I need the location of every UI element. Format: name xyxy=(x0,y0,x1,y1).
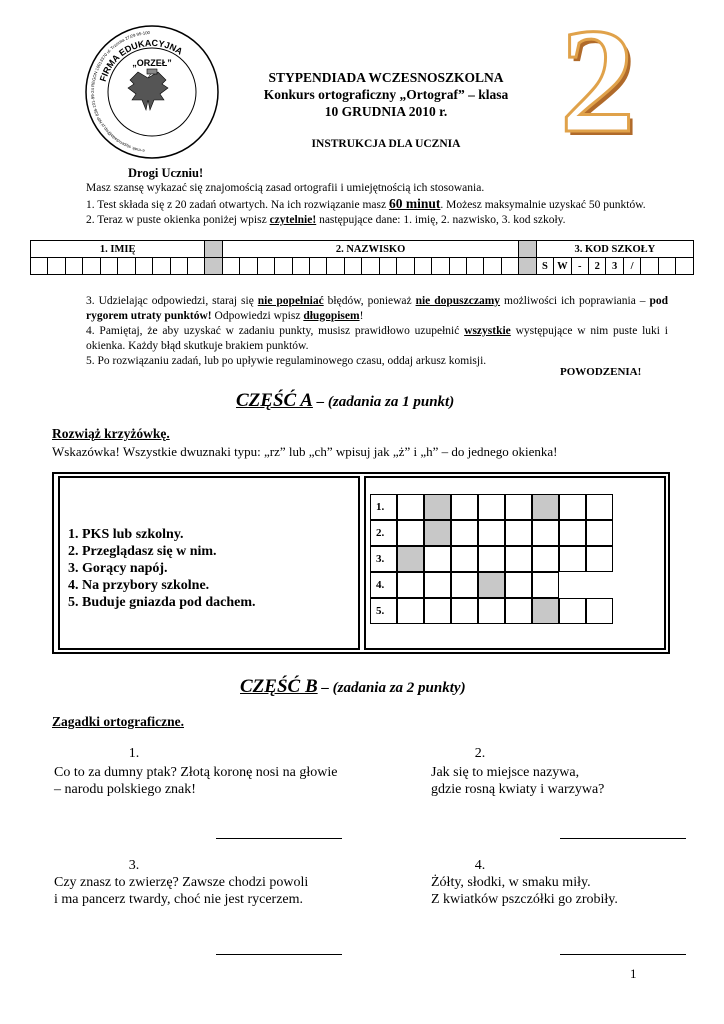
surname-letter-cell[interactable] xyxy=(432,258,449,275)
crossword-row-label: 1. xyxy=(370,494,397,520)
crossword-key-cell[interactable] xyxy=(424,520,451,546)
surname-letter-cell[interactable] xyxy=(484,258,501,275)
name-letter-cell[interactable] xyxy=(170,258,187,275)
crossword-cell[interactable] xyxy=(478,598,505,624)
part-a-title: CZĘŚĆ A – (zadania za 1 punkt) xyxy=(236,390,455,411)
crossword-cell[interactable] xyxy=(478,546,505,572)
surname-letter-cell[interactable] xyxy=(344,258,361,275)
crossword-row-label: 4. xyxy=(370,572,397,598)
intro-section xyxy=(86,166,686,228)
crossword-cell[interactable] xyxy=(559,598,586,624)
crossword-cell[interactable] xyxy=(559,494,586,520)
surname-letter-cell[interactable] xyxy=(501,258,518,275)
crossword-row-label: 5. xyxy=(370,598,397,624)
greeting: Drogi Uczniu! xyxy=(128,166,204,180)
crossword-cell[interactable] xyxy=(532,572,559,598)
surname-letter-cell[interactable] xyxy=(222,258,239,275)
stamp-name: „ORZEŁ” xyxy=(132,58,172,68)
riddle-3: Czy znasz to zwierzę? Zawsze chodzi powoli i ma pancerz twardy, choć nie jest rycerzem. xyxy=(54,875,309,907)
answer-line-2[interactable] xyxy=(560,838,686,839)
crossword-cell[interactable] xyxy=(424,572,451,598)
crossword-cell[interactable] xyxy=(505,546,532,572)
instructions-title: INSTRUKCJA DLA UCZNIA xyxy=(311,138,461,150)
riddle-4-number: 4. xyxy=(474,858,486,873)
crossword-key-cell[interactable] xyxy=(424,494,451,520)
name-letter-cell[interactable] xyxy=(83,258,100,275)
clue-3: 3. Gorący napój. xyxy=(68,561,168,576)
clue-4: 4. Na przybory szkolne. xyxy=(68,578,210,593)
name-header: 1. IMIĘ xyxy=(31,241,205,258)
crossword-key-cell[interactable] xyxy=(532,598,559,624)
surname-header: 2. NAZWISKO xyxy=(222,241,518,258)
intro-p2: 1. Test składa się z 20 zadań otwartych. Na ich rozwiązanie masz 60 minut. Możesz maksymalnie uzyskać 50 punktów. xyxy=(86,196,646,211)
clue-1: 1. PKS lub szkolny. xyxy=(68,527,184,542)
surname-letter-cell[interactable] xyxy=(257,258,274,275)
surname-letter-cell[interactable] xyxy=(362,258,379,275)
student-data-table xyxy=(30,240,694,275)
eagle-icon xyxy=(128,69,168,110)
crossword-cell[interactable] xyxy=(532,546,559,572)
crossword-cell[interactable] xyxy=(451,546,478,572)
stamp-ring-text: e-mail: stypendiada@wp.pl NIP 836-101-99-24 REGON 10013370 ul. Trzcinka 27/29 95-100 xyxy=(89,30,151,154)
riddle-2: Jak się to miejsce nazywa, gdzie rosną kwiaty i warzywa? xyxy=(431,765,605,797)
crossword-cell[interactable] xyxy=(505,494,532,520)
separator-cell xyxy=(205,258,222,275)
crossword-cell[interactable] xyxy=(451,520,478,546)
good-luck: POWODZENIA! xyxy=(560,366,642,378)
surname-letter-cell[interactable] xyxy=(397,258,414,275)
surname-letter-cell[interactable] xyxy=(240,258,257,275)
crossword-key-cell[interactable] xyxy=(478,572,505,598)
page-number: 1 xyxy=(630,966,637,981)
crossword-cell[interactable] xyxy=(451,598,478,624)
riddles-task: Zagadki ortograficzne. xyxy=(52,714,184,729)
riddle-3-number: 3. xyxy=(128,858,140,873)
surname-letter-cell[interactable] xyxy=(414,258,431,275)
crossword-row-label: 2. xyxy=(370,520,397,546)
crossword-cell[interactable] xyxy=(505,598,532,624)
school-code-cell[interactable]: W xyxy=(554,258,571,275)
surname-letter-cell[interactable] xyxy=(327,258,344,275)
surname-letter-cell[interactable] xyxy=(379,258,396,275)
crossword-cell[interactable] xyxy=(451,494,478,520)
company-stamp xyxy=(84,24,220,160)
answer-line-1[interactable] xyxy=(216,838,342,839)
crossword-clues xyxy=(58,476,360,650)
crossword-cell[interactable] xyxy=(478,520,505,546)
crossword-cell[interactable] xyxy=(559,520,586,546)
instruction-4: 4. Pamiętaj, że aby uzyskać w zadaniu punkty, musisz prawidłowo uzupełnić wszystkie występujące w nim puste luki i okienka. Każdy błąd skutkuje brakiem punktów. xyxy=(86,325,668,352)
crossword-cell[interactable] xyxy=(532,520,559,546)
crossword-cell[interactable] xyxy=(397,572,424,598)
intro-p3: 2. Teraz w puste okienka poniżej wpisz czytelnie! następujące dane: 1. imię, 2. nazwisko, 3. kod szkoły. xyxy=(86,214,566,226)
crossword-task: Rozwiąż krzyżówkę. xyxy=(52,426,170,441)
crossword-key-cell[interactable] xyxy=(397,546,424,572)
instruction-5: 5. Po rozwiązaniu zadań, lub po upływie regulaminowego czasu, oddaj arkusz komisji. xyxy=(86,355,487,367)
riddle-1-number: 1. xyxy=(128,746,140,761)
school-code-cell[interactable]: - xyxy=(571,258,588,275)
instructions-section xyxy=(86,294,668,369)
crossword-cell[interactable] xyxy=(478,494,505,520)
answer-line-3[interactable] xyxy=(216,954,342,955)
crossword-cell[interactable] xyxy=(586,494,613,520)
name-letter-cell[interactable] xyxy=(153,258,170,275)
crossword-cell[interactable] xyxy=(451,572,478,598)
riddle-2-number: 2. xyxy=(474,746,486,761)
name-letter-cell[interactable] xyxy=(187,258,204,275)
intro-p1: Masz szansę wykazać się znajomością zasad ortografii i umiejętnością ich stosowania. xyxy=(86,182,485,194)
crossword-cell[interactable] xyxy=(397,520,424,546)
crossword-cell[interactable] xyxy=(586,546,613,572)
school-code-cell[interactable]: / xyxy=(623,258,640,275)
name-letter-cell[interactable] xyxy=(118,258,135,275)
school-code-cell[interactable]: 2 xyxy=(589,258,606,275)
contest-subtitle: Konkurs ortograficzny „Ortograf” – klasa xyxy=(263,87,509,102)
crossword-cell[interactable] xyxy=(397,494,424,520)
clue-5: 5. Buduje gniazda pod dachem. xyxy=(68,595,256,610)
name-letter-cell[interactable] xyxy=(135,258,152,275)
riddle-1: Co to za dumny ptak? Złotą koronę nosi na głowie – narodu polskiego znak! xyxy=(54,765,338,797)
crossword-grid xyxy=(364,476,666,650)
school-code-cell[interactable] xyxy=(641,258,658,275)
separator-cell xyxy=(519,258,536,275)
school-code-header: 3. KOD SZKOŁY xyxy=(536,241,693,258)
crossword-hint: Wskazówka! Wszystkie dwuznaki typu: „rz” lub „ch” wpisuj jak „ż” i „h” – do jednego okienka! xyxy=(52,444,558,459)
crossword-row-label: 3. xyxy=(370,546,397,572)
school-code-cell[interactable]: S xyxy=(536,258,553,275)
contest-date: 10 GRUDNIA 2010 r. xyxy=(324,104,448,119)
stamp-arc-text: FIRMA EDUKACYJNA xyxy=(97,37,185,83)
name-letter-cell[interactable] xyxy=(48,258,65,275)
name-letter-cell[interactable] xyxy=(65,258,82,275)
crossword-cell[interactable] xyxy=(586,520,613,546)
crossword-cell[interactable] xyxy=(397,598,424,624)
crossword-cell[interactable] xyxy=(424,546,451,572)
part-b-title: CZĘŚĆ B – (zadania za 2 punkty) xyxy=(240,676,466,697)
name-letter-cell[interactable] xyxy=(100,258,117,275)
school-code-cell[interactable]: 3 xyxy=(606,258,623,275)
contest-title: STYPENDIADA WCZESNOSZKOLNA xyxy=(268,70,504,85)
crossword-cell[interactable] xyxy=(586,598,613,624)
surname-letter-cell[interactable] xyxy=(466,258,483,275)
surname-letter-cell[interactable] xyxy=(449,258,466,275)
answer-line-4[interactable] xyxy=(560,954,686,955)
surname-letter-cell[interactable] xyxy=(275,258,292,275)
grade-number: 2 xyxy=(560,0,635,164)
clue-2: 2. Przeglądasz się w nim. xyxy=(68,544,217,559)
crossword-cell[interactable] xyxy=(559,546,586,572)
crossword-cell[interactable] xyxy=(424,598,451,624)
instruction-3: 3. Udzielając odpowiedzi, staraj się nie popełniać błędów, ponieważ nie dopuszczamy możliwości ich poprawiania – pod rygorem utraty punktów! Odpowiedzi wpisz długopisem! xyxy=(86,295,669,322)
surname-letter-cell[interactable] xyxy=(310,258,327,275)
name-letter-cell[interactable] xyxy=(31,258,48,275)
school-code-cell[interactable] xyxy=(658,258,675,275)
crossword-cell[interactable] xyxy=(505,520,532,546)
school-code-cell[interactable] xyxy=(676,258,694,275)
crossword-key-cell[interactable] xyxy=(532,494,559,520)
riddle-4: Żółty, słodki, w smaku miły. Z kwiatków pszczółki go zrobiły. xyxy=(431,875,618,907)
crossword-cell[interactable] xyxy=(505,572,532,598)
surname-letter-cell[interactable] xyxy=(292,258,309,275)
